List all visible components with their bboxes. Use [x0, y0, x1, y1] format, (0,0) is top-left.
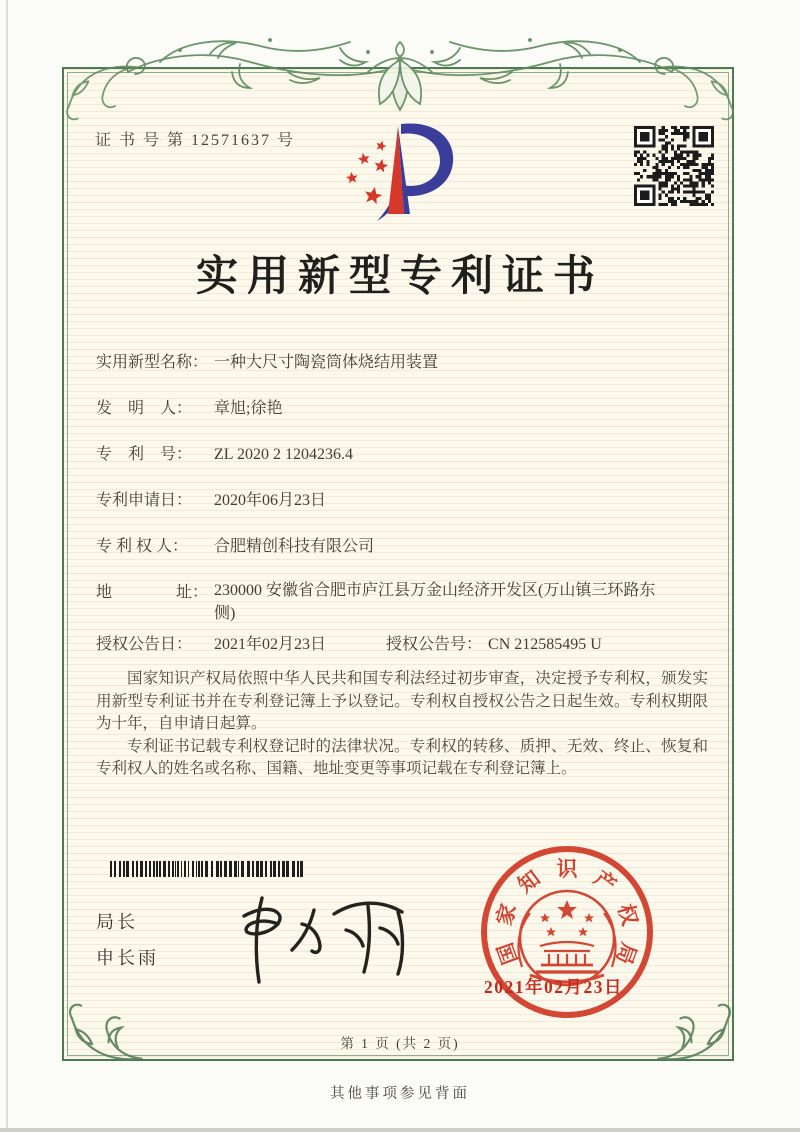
barcode	[110, 861, 312, 877]
field-label: 专 利 号：	[96, 446, 193, 463]
back-note: 其他事项参见背面	[330, 1086, 470, 1102]
svg-text:知: 知	[513, 865, 545, 898]
field-row-grant	[96, 631, 602, 654]
director-title: 局长	[96, 912, 138, 932]
field-value: ZL 2020 2 1204236.4	[214, 446, 353, 463]
field-value: CN 212585495 U	[488, 636, 602, 653]
field-row-name	[96, 349, 438, 372]
legal-text	[96, 668, 708, 781]
svg-text:国: 国	[492, 939, 523, 968]
page-indicator: 第 1 页 (共 2 页)	[340, 1036, 460, 1051]
field-label: 地 址：	[96, 584, 209, 601]
field-label: 专 利 权 人：	[96, 538, 189, 555]
certificate-title: 实用新型专利证书	[195, 254, 604, 300]
certificate-number: 证 书 号 第 12571637 号	[95, 132, 296, 149]
field-value: 2021年02月23日	[214, 636, 327, 653]
seal-emblem-stars	[540, 900, 594, 936]
legal-paragraph-2: 专利证书记载专利权登记时的法律状况。专利权的转移、质押、无效、终止、恢复和专利权人的姓名或名称、国籍、地址变更等事项记载在专利登记簿上。	[96, 737, 708, 777]
field-row-address	[96, 579, 666, 625]
field-label: 专利申请日：	[96, 492, 193, 509]
cnipa-logo	[335, 114, 467, 228]
director-name: 申长雨	[96, 948, 159, 968]
field-row-patent-number	[96, 441, 353, 464]
qr-code	[634, 126, 714, 206]
svg-text:家: 家	[492, 901, 521, 929]
seal-date: 2021年02月23日	[484, 977, 623, 997]
field-value: 230000 安徽省合肥市庐江县万金山经济开发区(万山镇三环路东侧)	[214, 582, 656, 622]
svg-text:识: 识	[556, 857, 578, 881]
field-label-grant-number: 授权公告号：	[386, 636, 483, 653]
logo-p-shape	[399, 123, 453, 196]
svg-text:权: 权	[613, 901, 642, 929]
field-label: 发 明 人：	[96, 400, 193, 417]
field-value: 章旭;徐艳	[214, 400, 283, 417]
field-value: 一种大尺寸陶瓷筒体烧结用装置	[214, 354, 439, 371]
field-row-inventor	[96, 395, 282, 418]
director-signature	[222, 884, 418, 988]
field-label: 授权公告日：	[96, 636, 193, 653]
field-row-application-date	[96, 487, 326, 510]
svg-text:局: 局	[611, 939, 642, 968]
scan-edge	[0, 1128, 800, 1132]
svg-text:产: 产	[589, 865, 621, 898]
legal-paragraph-1: 国家知识产权局依照中华人民共和国专利法经过初步审查，决定授予专利权，颁发实用新型专利证书并在专利登记簿上予以登记。专利权自授权公告之日起生效。专利权期限为十年，自申请日起算。	[96, 670, 708, 732]
field-row-patentee	[96, 533, 374, 556]
scan-edge	[6, 0, 8, 1132]
field-value: 合肥精创科技有限公司	[214, 538, 375, 555]
logo-stars	[345, 139, 389, 205]
field-value: 2020年06月23日	[214, 492, 327, 509]
field-label: 实用新型名称：	[96, 354, 209, 371]
